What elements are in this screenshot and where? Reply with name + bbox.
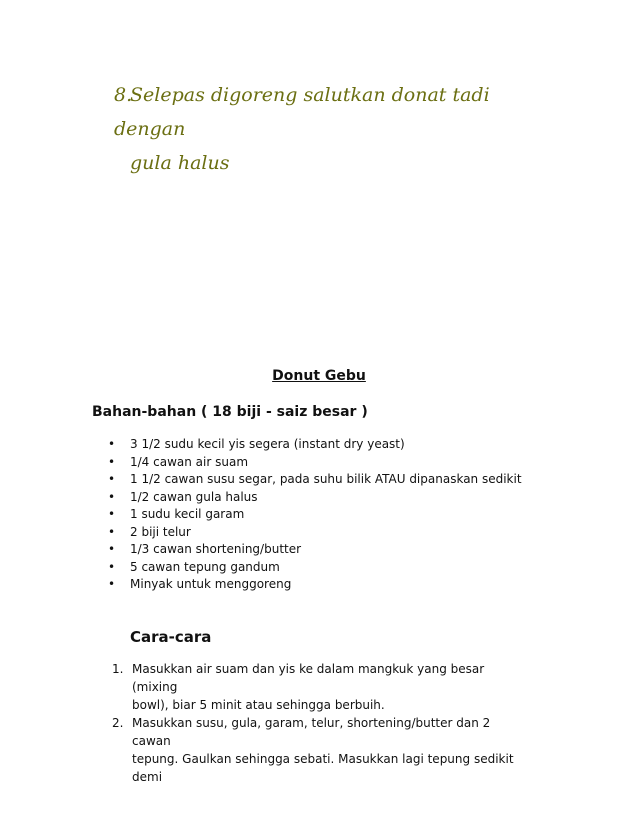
ingredient-item xyxy=(108,489,522,507)
ingredient-text: 2 biji telur xyxy=(130,524,191,539)
ingredient-item xyxy=(108,576,522,594)
recipe-title: Donut Gebu xyxy=(272,368,366,384)
ingredient-text: 1/3 cawan shortening/butter xyxy=(130,542,302,556)
ingredient-text: 1 sudu kecil garam xyxy=(130,507,245,521)
method-heading: Cara-cara xyxy=(130,628,212,646)
bullet-icon: • xyxy=(108,559,116,574)
ingredient-item xyxy=(108,541,522,559)
step-8-line-1 xyxy=(114,78,544,146)
ingredient-item xyxy=(108,559,522,577)
ingredient-text: 3 1/2 sudu kecil yis segera (instant dry yeast) xyxy=(130,437,405,451)
bullet-icon: • xyxy=(108,577,116,591)
ingredient-item xyxy=(108,436,522,454)
step-8-text-1: Selepas digoreng salutkan donat tadi dengan xyxy=(114,84,490,140)
step-8-number: 8. xyxy=(114,84,133,106)
step-text xyxy=(132,714,532,786)
method-steps-list xyxy=(112,660,532,786)
ingredient-text: 1 1/2 cawan susu segar, pada suhu bilik ATAU dipanaskan sedikit xyxy=(130,472,522,486)
method-step xyxy=(112,714,532,786)
ingredient-text: 1/4 cawan air suam xyxy=(130,454,249,469)
ingredient-item xyxy=(108,506,522,524)
step-text-line: Masukkan air suam dan yis ke dalam mangkuk yang besar (mixing xyxy=(132,662,485,694)
previous-step-8 xyxy=(114,78,544,180)
bullet-icon: • xyxy=(108,454,116,469)
ingredient-item xyxy=(108,454,522,472)
bullet-icon: • xyxy=(108,542,116,556)
step-text xyxy=(132,660,532,714)
step-text-line: bowl), biar 5 minit atau sehingga berbuih. xyxy=(132,698,385,712)
step-number: 2. xyxy=(112,716,124,730)
step-number: 1. xyxy=(112,662,124,676)
step-text-line: tepung. Gaulkan sehingga sebati. Masukkan lagi tepung sedikit demi xyxy=(132,752,514,784)
bullet-icon: • xyxy=(108,507,116,521)
method-step xyxy=(112,660,532,714)
ingredients-heading: Bahan-bahan ( 18 biji - saiz besar ) xyxy=(92,404,368,420)
ingredient-text: 1/2 cawan gula halus xyxy=(130,489,258,504)
step-text-line: Masukkan susu, gula, garam, telur, shortening/butter dan 2 cawan xyxy=(132,716,491,748)
bullet-icon: • xyxy=(108,489,116,504)
ingredients-list xyxy=(108,436,522,594)
ingredient-item xyxy=(108,471,522,489)
ingredient-text: 5 cawan tepung gandum xyxy=(130,559,280,574)
bullet-icon: • xyxy=(108,437,116,451)
ingredient-text: Minyak untuk menggoreng xyxy=(130,577,292,591)
bullet-icon: • xyxy=(108,472,116,486)
ingredient-item xyxy=(108,524,522,542)
bullet-icon: • xyxy=(108,524,116,539)
step-8-text-2: gula halus xyxy=(130,152,230,174)
